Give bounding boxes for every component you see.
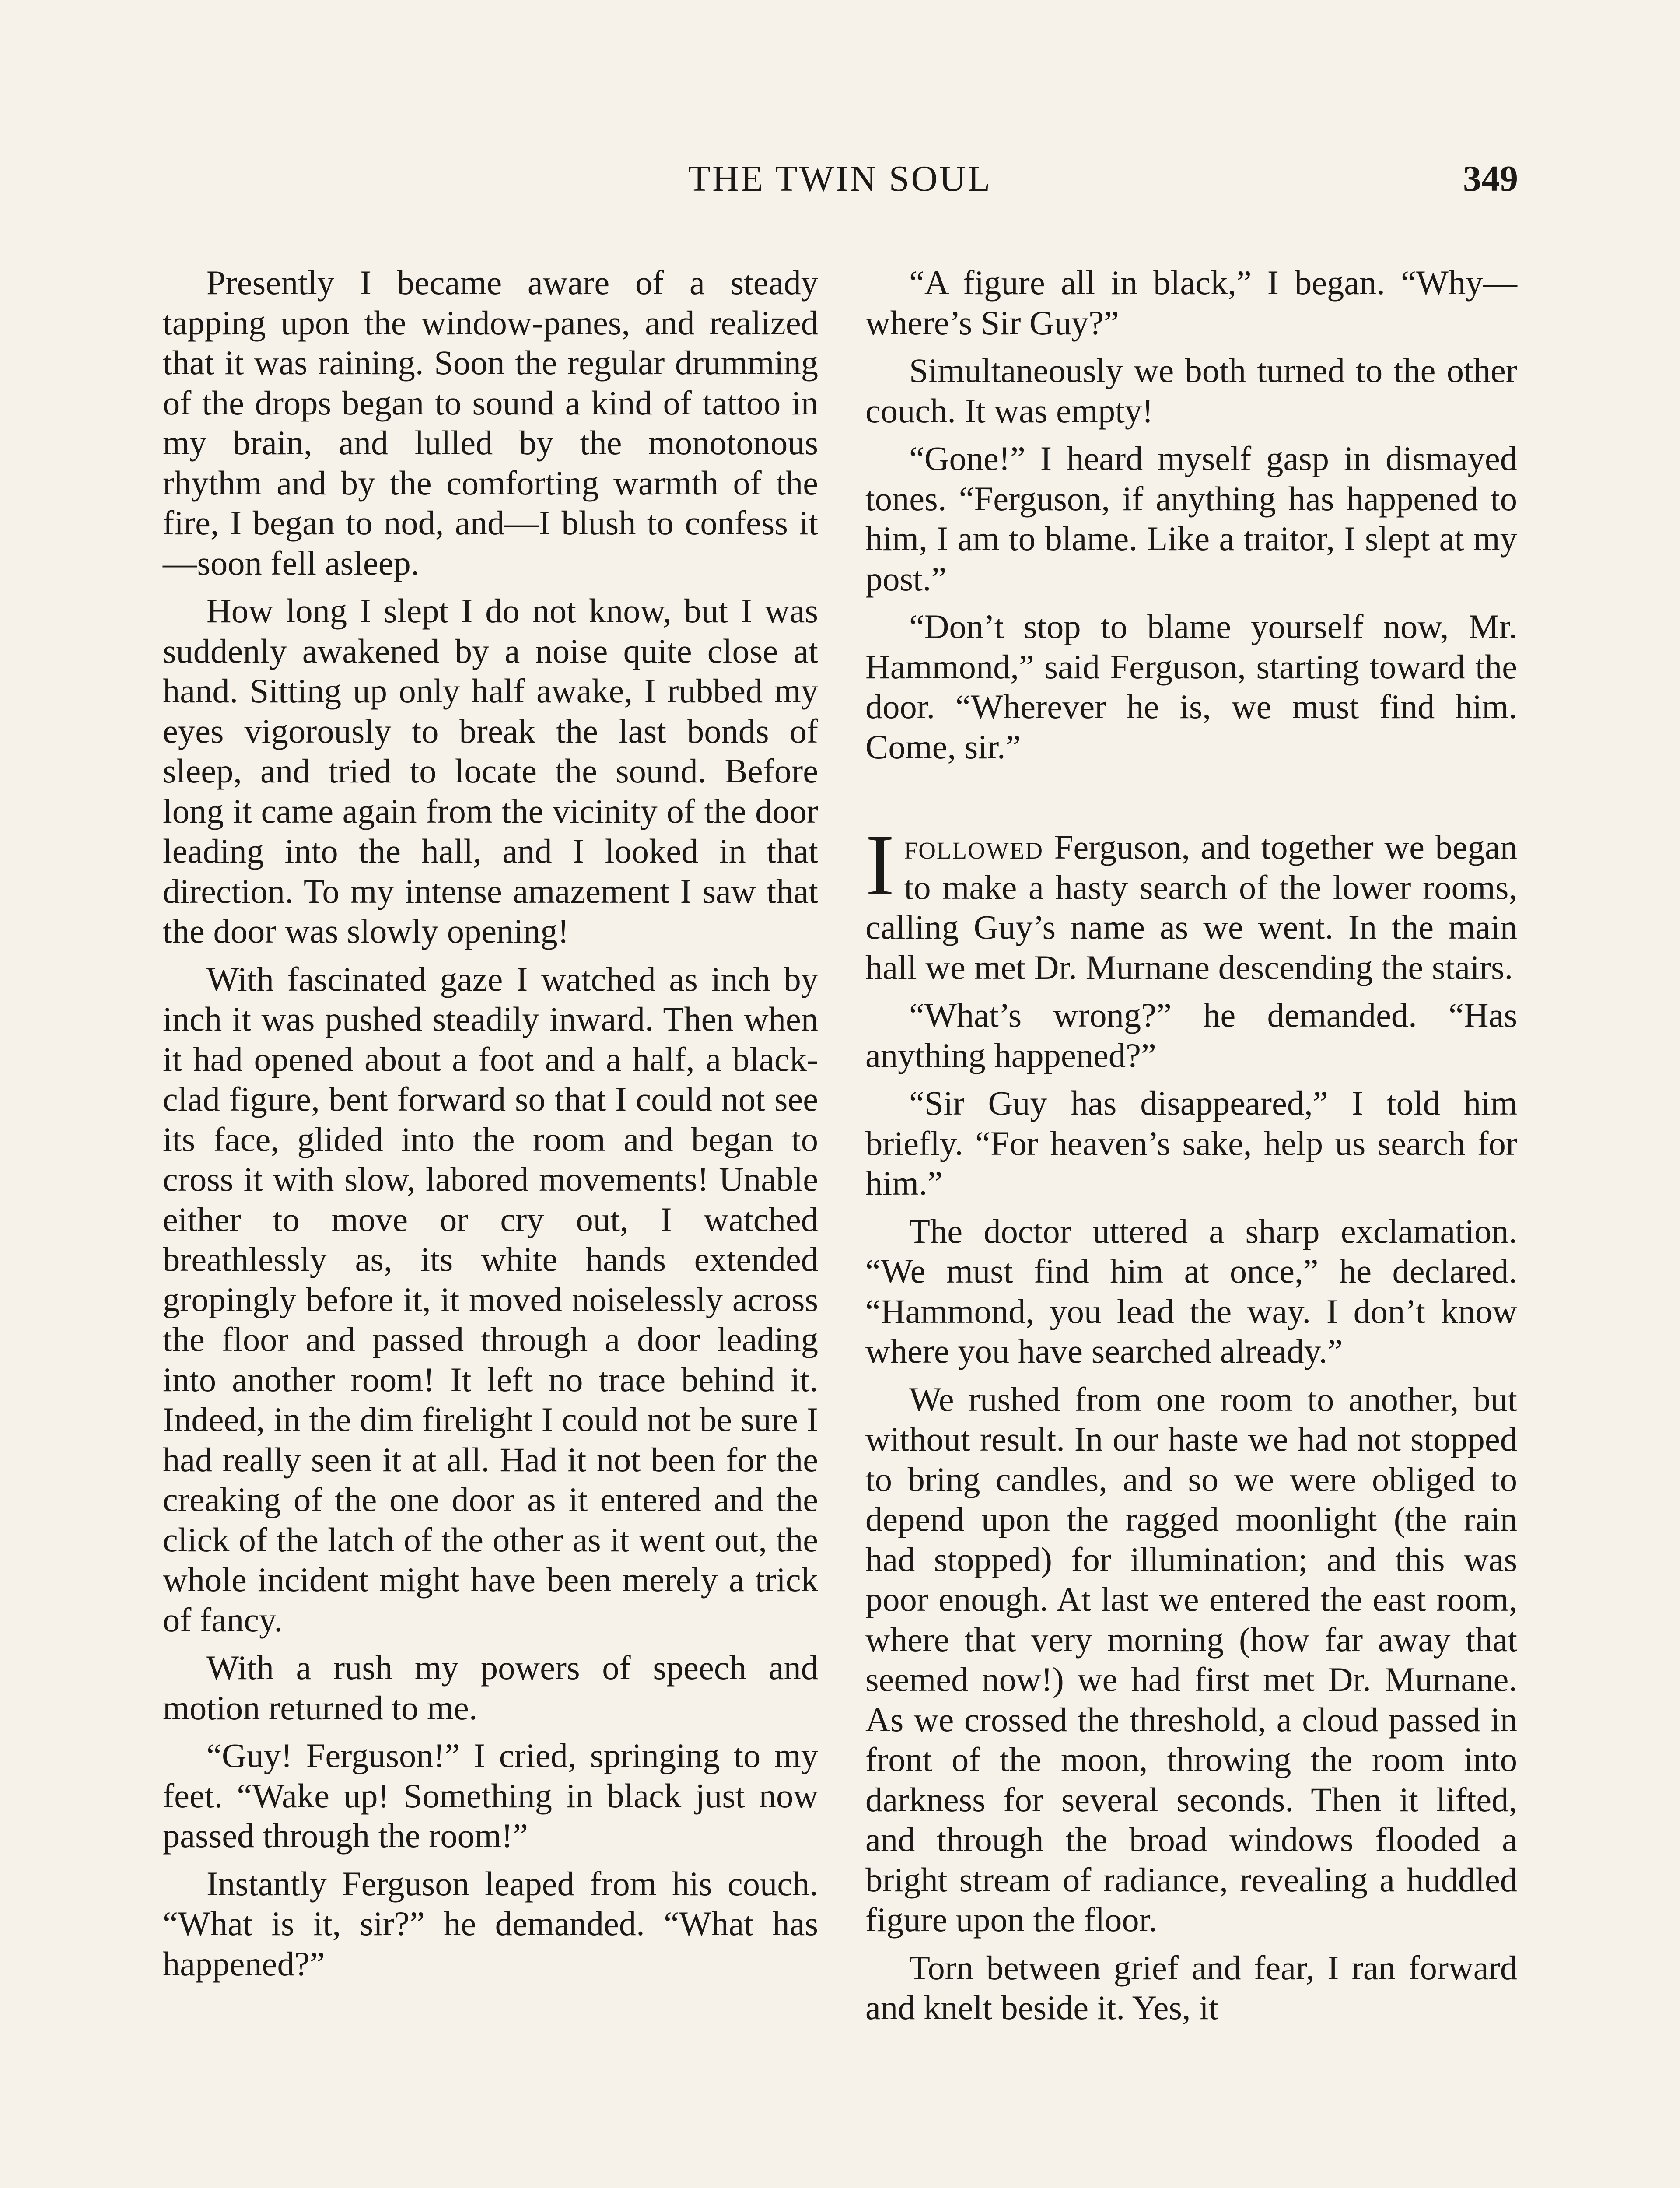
paragraph: The doctor uttered a sharp exclamation. “We must find him at once,” he declared. “Hammond, you lead the way. I don’t know where you have searched already.” [865,1212,1517,1370]
running-title: THE TWIN SOUL [688,158,992,199]
smallcaps-lead: followed [904,828,1044,866]
paragraph: “What’s wrong?” he demanded. “Has anything happened?” [865,996,1517,1074]
paragraph: Simultaneously we both turned to the other couch. It was empty! [865,351,1517,430]
paragraph: Presently I became aware of a steady tapping upon the window-panes, and realized that it was raining. Soon the regular drumming of the drops began to sound a kind of tattoo in my brain, and lulled by the monotonous rhythm and by the comforting warmth of the fire, I began to nod, and—I blush to confess it—soon fell asleep. [163,263,818,582]
paragraph: We rushed from one room to another, but without result. In our haste we had not stopped to bring candles, and so we were obliged to depend upon the ragged moonlight (the rain had stopped) for illumination; and this was poor enough. At last we entered the east room, where that very morning (how far away that seemed now!) we had first met Dr. Murnane. As we crossed the threshold, a cloud passed in front of the moon, throwing the room into darkness for several seconds. Then it lifted, and through the broad windows flooded a bright stream of radiance, revealing a huddled figure upon the floor. [865,1380,1517,1939]
paragraph: With a rush my powers of speech and motion returned to me. [163,1648,818,1727]
right-column [865,263,1517,2036]
paragraph: “Guy! Ferguson!” I cried, springing to my feet. “Wake up! Something in black just now passed through the room!” [163,1736,818,1855]
section-break [865,775,1517,827]
drop-cap: I [865,817,895,914]
paragraph: Torn between grief and fear, I ran forward and knelt beside it. Yes, it [865,1948,1517,2027]
paragraph: “Don’t stop to blame yourself now, Mr. Hammond,” said Ferguson, starting toward the door. “Wherever he is, we must find him. Come, sir.” [865,607,1517,766]
paragraph: With fascinated gaze I watched as inch by inch it was pushed steadily inward. Then when it had opened about a foot and a half, a black-clad figure, bent forward so that I could not see its face, glided into the room and began to cross it with slow, labored movements! Unable either to move or cry out, I watched breathlessly as, its white hands extended gropingly before it, it moved noiselessly across the floor and passed through a door leading into another room! It left no trace behind it. Indeed, in the dim firelight I could not be sure I had really seen it at all. Had it not been for the creaking of the one door as it entered and the click of the latch of the other as it went out, the whole incident might have been merely a trick of fancy. [163,960,818,1639]
paragraph: “Sir Guy has disappeared,” I told him briefly. “For heaven’s sake, help us search for him.” [865,1084,1517,1202]
dropcap-paragraph [865,817,1517,987]
running-head [162,158,1518,210]
left-column [163,263,818,1992]
paragraph: How long I slept I do not know, but I was suddenly awakened by a noise quite close at hand. Sitting up only half awake, I rubbed my eyes vigorously to break the last bonds of sleep, and tried to locate the sound. Before long it came again from the vicinity of the door leading into the hall, and I looked in that direction. To my intense amazement I saw that the door was slowly opening! [163,592,818,950]
paragraph: “A figure all in black,” I began. “Why—where’s Sir Guy?” [865,263,1517,342]
paragraph: “Gone!” I heard myself gasp in dismayed tones. “Ferguson, if anything has happened to him, I am to blame. Like a traitor, I slept at my post.” [865,439,1517,598]
page-number: 349 [1463,158,1518,199]
paragraph: Instantly Ferguson leaped from his couch. “What is it, sir?” he demanded. “What has happened?” [163,1864,818,1983]
dropcap-rest: Ferguson, and together we began to make a hasty search of the lower rooms, calling Guy’s name as we went. In the main hall we met Dr. Murnane descending the stairs. [865,828,1517,986]
